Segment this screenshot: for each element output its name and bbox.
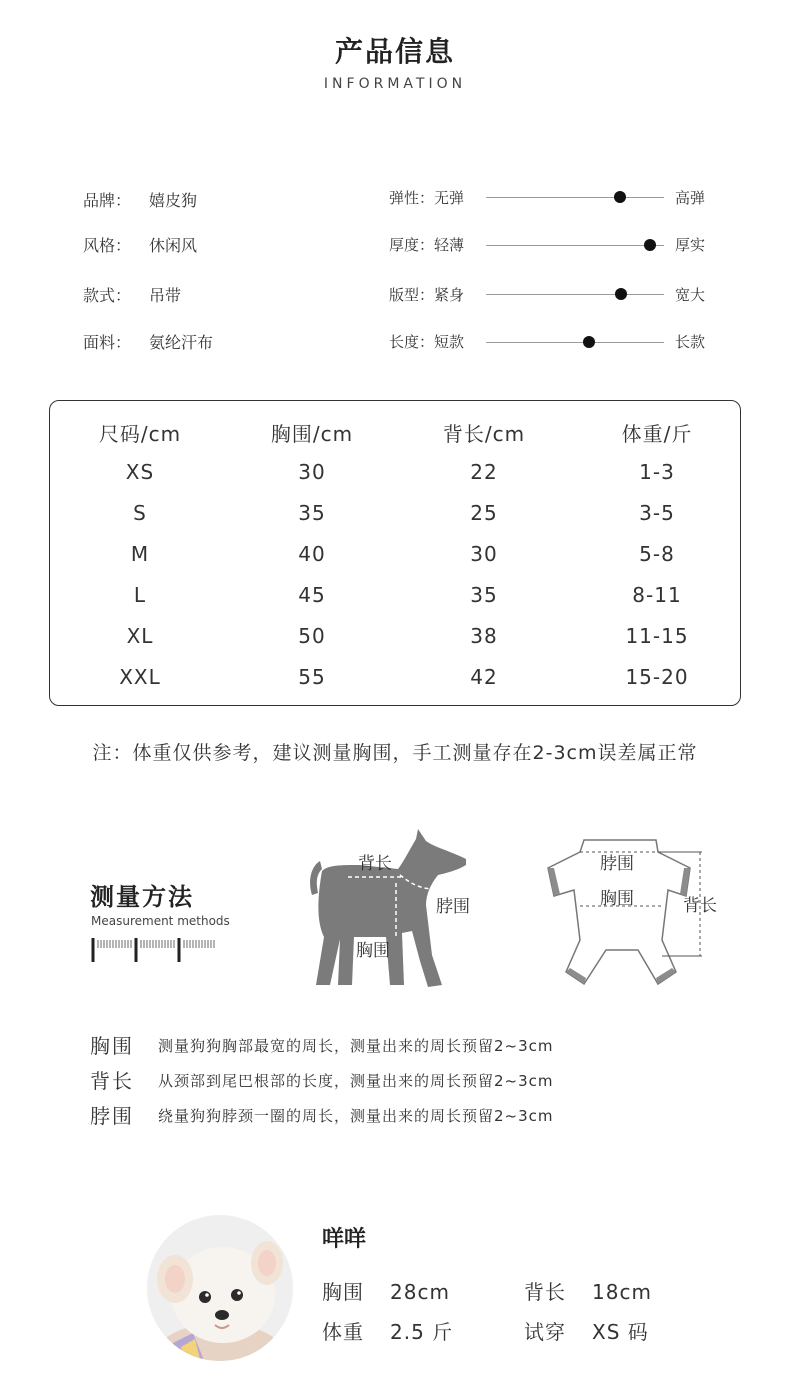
- attribute-value: 氨纶汗布: [149, 333, 214, 352]
- desc-key-neck: 脖围: [90, 1104, 134, 1128]
- table-cell: 11-15: [625, 624, 689, 648]
- table-cell: 35: [298, 501, 326, 525]
- model-stat-weight: [322, 1316, 453, 1345]
- scale-marker: [614, 191, 626, 203]
- stat-key: 胸围: [322, 1280, 364, 1304]
- table-cell: XS: [125, 460, 155, 484]
- header-cell-chest: 胸围/cm: [270, 422, 354, 446]
- attribute-brand: [83, 188, 197, 211]
- dog-measure-diagram: [300, 825, 490, 995]
- scale-label: 弹性：: [389, 189, 435, 207]
- attribute-key: 款式：: [83, 286, 132, 305]
- header-cell-back: 背长/cm: [442, 422, 526, 446]
- page-subtitle: INFORMATION: [323, 76, 467, 92]
- table-cell: 45: [298, 583, 326, 607]
- table-cell: 15-20: [625, 665, 689, 689]
- attribute-key: 风格：: [83, 236, 132, 255]
- measure-subtitle: Measurement methods: [91, 914, 230, 928]
- header-cell-size: 尺码/cm: [98, 422, 182, 446]
- scale-fit-label: [389, 284, 464, 305]
- table-cell: 55: [298, 665, 326, 689]
- table-cell: 35: [470, 583, 498, 607]
- stat-value: 28cm: [390, 1280, 450, 1304]
- ruler-icon: [91, 936, 221, 964]
- scale-high-label: 长款: [675, 333, 706, 351]
- attribute-style: [83, 233, 197, 256]
- table-cell: 40: [298, 542, 326, 566]
- stat-value: 18cm: [592, 1280, 652, 1304]
- model-dog-photo: [145, 1213, 295, 1363]
- stat-key: 背长: [524, 1280, 566, 1304]
- table-cell: L: [133, 583, 147, 607]
- scale-marker: [583, 336, 595, 348]
- scale-track: [486, 294, 664, 295]
- page-title: 产品信息: [334, 35, 455, 68]
- table-cell: XXL: [119, 665, 161, 689]
- size-note: 注：体重仅供参考，建议测量胸围，手工测量存在2-3cm误差属正常: [92, 742, 698, 764]
- desc-value-neck: 绕量狗狗脖颈一圈的周长，测量出来的周长预留2~3cm: [158, 1107, 554, 1125]
- scale-high-label: 宽大: [675, 286, 706, 304]
- model-stat-size: [524, 1316, 649, 1345]
- attribute-key: 面料：: [83, 333, 132, 352]
- scale-marker: [644, 239, 656, 251]
- stat-value: XS 码: [592, 1320, 649, 1344]
- dog-label-back: 背长: [358, 854, 392, 874]
- dog-label-chest: 胸围: [356, 941, 390, 961]
- attribute-fabric: [83, 330, 213, 353]
- scale-low-label: 短款: [434, 333, 465, 351]
- attribute-type: [83, 283, 181, 306]
- model-stat-back: [524, 1276, 652, 1305]
- table-cell: 30: [470, 542, 498, 566]
- garment-label-back: 背长: [683, 896, 717, 916]
- scale-high-label: 厚实: [675, 236, 706, 254]
- table-cell: XL: [126, 624, 154, 648]
- table-cell: 38: [470, 624, 498, 648]
- table-cell: 50: [298, 624, 326, 648]
- table-cell: 30: [298, 460, 326, 484]
- model-stat-chest: [322, 1276, 450, 1305]
- scale-elasticity-label: [389, 187, 464, 208]
- table-cell: 3-5: [639, 501, 675, 525]
- table-cell: 8-11: [632, 583, 682, 607]
- attribute-value: 休闲风: [149, 236, 198, 255]
- table-cell: 22: [470, 460, 498, 484]
- scale-marker: [615, 288, 627, 300]
- attribute-key: 品牌：: [83, 191, 132, 210]
- model-name: 咩咩: [322, 1227, 367, 1252]
- garment-label-chest: 胸围: [600, 889, 634, 909]
- stat-key: 试穿: [524, 1320, 566, 1344]
- scale-label: 厚度：: [389, 236, 435, 254]
- table-cell: 42: [470, 665, 498, 689]
- scale-low-label: 轻薄: [434, 236, 465, 254]
- desc-key-chest: 胸围: [90, 1034, 134, 1058]
- table-cell: M: [130, 542, 150, 566]
- scale-track: [486, 342, 664, 343]
- scale-length-label: [389, 331, 464, 352]
- scale-label: 版型：: [389, 286, 435, 304]
- desc-value-back: 从颈部到尾巴根部的长度，测量出来的周长预留2~3cm: [158, 1072, 554, 1090]
- stat-value: 2.5 斤: [390, 1320, 454, 1344]
- table-cell: S: [133, 501, 147, 525]
- garment-label-neck: 脖围: [600, 854, 634, 874]
- stat-key: 体重: [322, 1320, 364, 1344]
- table-cell: 5-8: [639, 542, 675, 566]
- desc-value-chest: 测量狗狗胸部最宽的周长，测量出来的周长预留2~3cm: [158, 1037, 554, 1055]
- scale-thickness-label: [389, 234, 464, 255]
- table-cell: 25: [470, 501, 498, 525]
- measure-title: 测量方法: [90, 883, 194, 911]
- dog-label-neck: 脖围: [436, 897, 470, 917]
- scale-track: [486, 197, 664, 198]
- scale-label: 长度：: [389, 333, 435, 351]
- attribute-value: 嬉皮狗: [149, 191, 198, 210]
- table-cell: 1-3: [639, 460, 675, 484]
- desc-key-back: 背长: [90, 1069, 134, 1093]
- attribute-value: 吊带: [149, 286, 182, 305]
- header-cell-weight: 体重/斤: [621, 422, 693, 446]
- garment-measure-diagram: [540, 832, 730, 992]
- scale-low-label: 紧身: [434, 286, 465, 304]
- scale-high-label: 高弹: [675, 189, 706, 207]
- scale-track: [486, 245, 664, 246]
- scale-low-label: 无弹: [434, 189, 465, 207]
